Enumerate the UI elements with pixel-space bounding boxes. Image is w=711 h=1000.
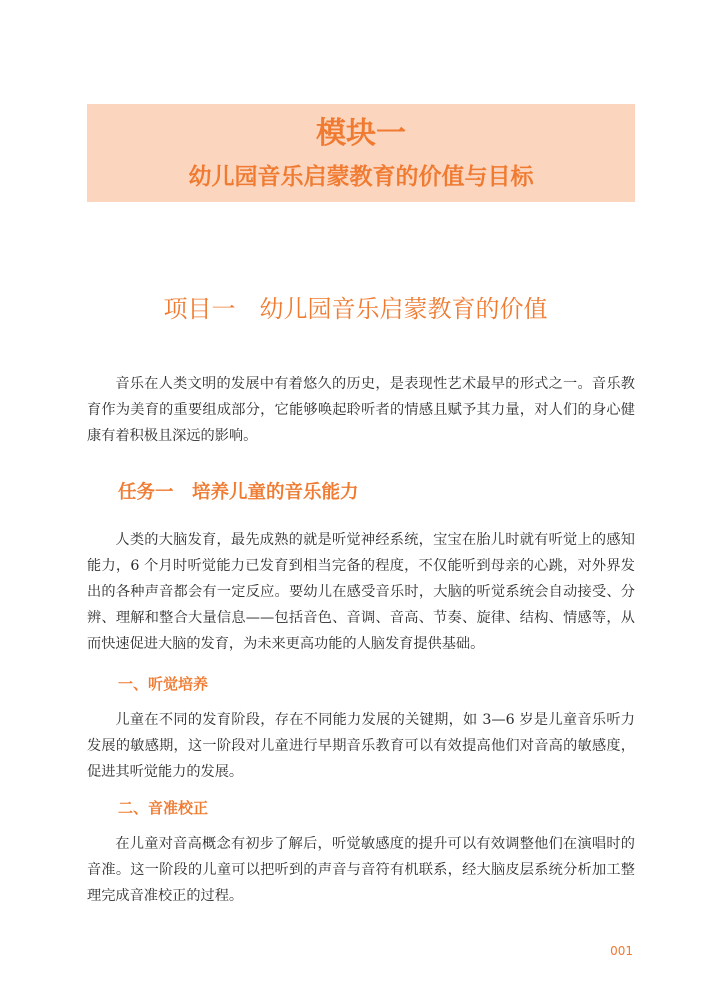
section-heading-listening: 一、听觉培养 [118,675,209,693]
section-paragraph-pitch: 在儿童对音高概念有初步了解后，听觉敏感度的提升可以有效调整他们在演唱时的音准。这一阶段的儿童可以把听到的声音与音符有机联系，经大脑皮层系统分析加工整理完成音准校正的过程。 [87,836,635,904]
task-paragraph: 人类的大脑发育，最先成熟的就是听觉神经系统，宝宝在胎儿时就有听觉上的感知能力，6 个月时听觉能力已发育到相当完备的程度，不仅能听到母亲的心跳，对外界发出的各种声音都会有一定反应。要幼儿在感受音乐时，大脑的听觉系统会自动接受、分辨、理解和整合大量信息——包括音色、音调、音高、节奏、旋律、结构、情感等，从而快速促进大脑的发育，为未来更高功能的人脑发育提供基础。 [87,532,635,652]
module-subtitle: 幼儿园音乐启蒙教育的价值与目标 [188,164,534,190]
module-banner [87,104,635,202]
task-title: 任务一 培养儿童的音乐能力 [118,482,359,503]
intro-paragraph: 音乐在人类文明的发展中有着悠久的历史，是表现性艺术最早的形式之一。音乐教育作为美育的重要组成部分，它能够唤起聆听者的情感且赋予其力量，对人们的身心健康有着积极且深远的影响。 [87,376,635,444]
module-title: 模块一 [316,116,406,151]
section-paragraph-listening: 儿童在不同的发育阶段，存在不同能力发展的关键期，如 3—6 岁是儿童音乐听力发展的敏感期，这一阶段对儿童进行早期音乐教育可以有效提高他们对音高的敏感度，促进其听觉能力的发展。 [87,712,635,780]
page-number: 001 [610,944,633,958]
project-title: 项目一 幼儿园音乐启蒙教育的价值 [163,295,548,323]
section-heading-pitch: 二、音准校正 [118,799,209,817]
